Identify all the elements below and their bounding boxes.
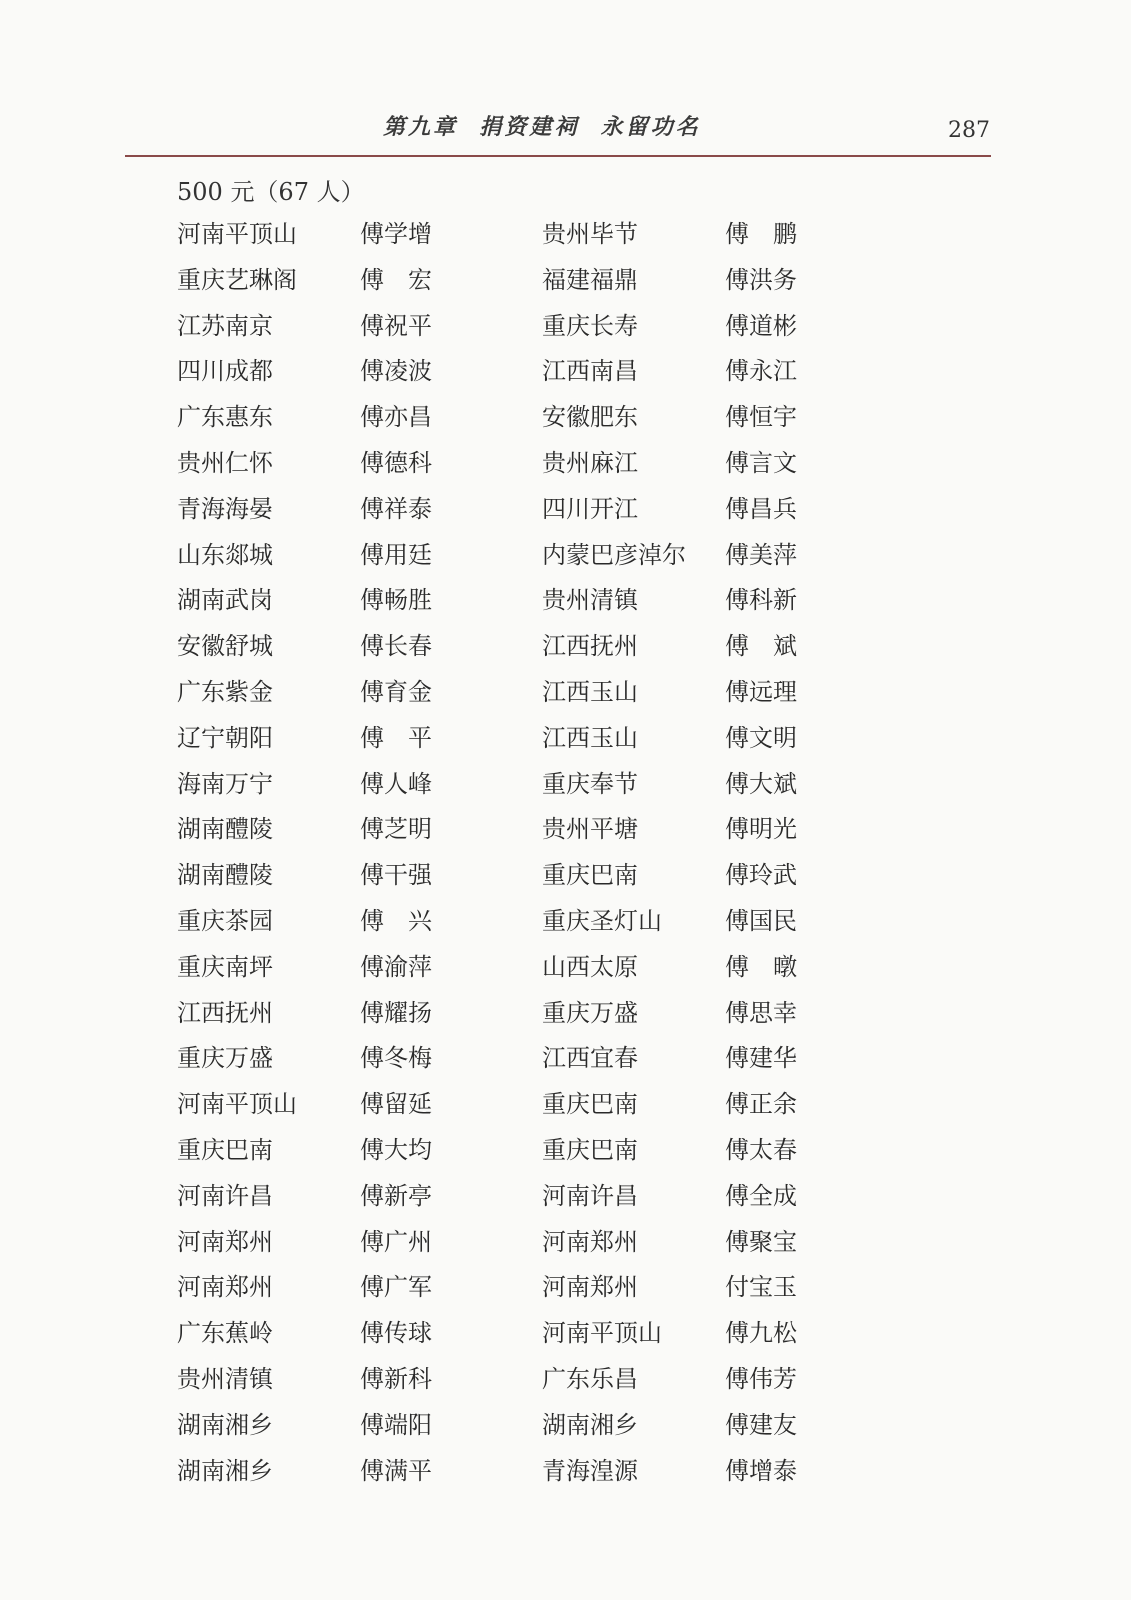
donor-name: 傅玲武 [725,861,797,890]
donor-name: 傅恒宇 [725,403,797,432]
donor-name: 傅大均 [360,1135,432,1164]
donor-name: 傅用廷 [360,540,432,569]
donor-location: 安徽肥东 [542,403,638,432]
table-row [177,1311,827,1357]
donor-location: 山西太原 [542,952,638,981]
donor-location: 河南平顶山 [177,220,297,248]
donor-location: 湖南醴陵 [177,861,273,890]
donor-location: 海南万宁 [177,769,273,798]
donor-name: 傅渝萍 [360,952,432,981]
donor-location: 四川开江 [542,494,638,523]
donor-location: 湖南湘乡 [177,1456,273,1485]
donor-name: 傅亦昌 [360,403,432,432]
donor-name: 傅端阳 [360,1410,432,1439]
donor-location: 安徽舒城 [177,632,273,661]
table-row [177,1403,827,1449]
donor-name: 傅全成 [725,1181,797,1210]
donor-location: 江西宜春 [542,1044,638,1073]
donor-name: 傅长春 [360,632,432,661]
donor-name: 傅明光 [725,815,797,844]
donor-name: 傅增泰 [725,1456,797,1485]
header-rule [125,155,991,157]
donor-location: 河南平顶山 [542,1319,662,1348]
donor-name: 傅建华 [725,1044,797,1073]
donor-name: 傅远理 [725,677,797,706]
donor-name: 傅永江 [725,357,797,386]
table-row [177,533,827,579]
donor-location: 辽宁朝阳 [177,723,273,752]
donor-location: 贵州仁怀 [177,448,273,477]
donor-location: 河南许昌 [542,1181,638,1210]
donor-name: 傅美萍 [725,540,797,569]
donor-location: 重庆巴南 [177,1135,273,1164]
table-row [177,624,827,670]
donor-name: 傅芝明 [360,815,432,844]
table-row [177,1174,827,1220]
donor-location: 广东蕉岭 [177,1319,273,1348]
table-row [177,1449,827,1495]
donor-name: 傅广军 [360,1273,432,1302]
donor-location: 重庆巴南 [542,1090,638,1119]
donor-location: 广东惠东 [177,403,273,432]
donor-location: 贵州平塘 [542,815,638,844]
donor-name: 傅 斌 [725,632,797,661]
donor-location: 重庆奉节 [542,769,638,798]
donor-name: 傅育金 [360,677,432,706]
donor-list [177,212,827,1494]
donor-name: 傅学增 [360,220,432,248]
donor-location: 内蒙巴彦淖尔 [542,540,686,569]
table-row [177,1357,827,1403]
donor-location: 重庆圣灯山 [542,906,662,935]
table-row [177,762,827,808]
donor-name: 傅人峰 [360,769,432,798]
donor-name: 傅传球 [360,1319,432,1348]
donor-location: 广东乐昌 [542,1364,638,1393]
donor-name: 傅祥泰 [360,494,432,523]
table-row [177,441,827,487]
donor-location: 重庆巴南 [542,1135,638,1164]
donor-name: 傅满平 [360,1456,432,1485]
donor-location: 湖南武岗 [177,586,273,615]
donor-location: 重庆茶园 [177,906,273,935]
donor-location: 河南郑州 [542,1227,638,1256]
table-row [177,1265,827,1311]
donor-name: 傅广州 [360,1227,432,1256]
donor-location: 福建福鼎 [542,265,638,294]
page-header [0,0,1131,160]
donor-location: 河南郑州 [177,1227,273,1256]
donor-name: 傅 兴 [360,906,432,935]
donor-location: 重庆万盛 [542,998,638,1027]
donor-name: 傅科新 [725,586,797,615]
table-row [177,258,827,304]
donor-location: 青海湟源 [542,1456,638,1485]
donor-location: 贵州麻江 [542,448,638,477]
donor-location: 四川成都 [177,357,273,386]
table-row [177,716,827,762]
donor-location: 青海海晏 [177,494,273,523]
donor-name: 傅 鹏 [725,220,797,248]
table-row [177,304,827,350]
table-row [177,1082,827,1128]
donor-location: 江西南昌 [542,357,638,386]
donor-location: 重庆艺琳阁 [177,265,297,294]
table-row [177,487,827,533]
table-row [177,1036,827,1082]
table-row [177,1128,827,1174]
table-row [177,807,827,853]
donor-name: 傅建友 [725,1410,797,1439]
donor-name: 傅文明 [725,723,797,752]
donor-location: 江西抚州 [177,998,273,1027]
table-row [177,578,827,624]
donor-name: 傅道彬 [725,311,797,340]
donor-name: 傅洪务 [725,265,797,294]
table-row [177,945,827,991]
donor-name: 傅 平 [360,723,432,752]
section-heading: 500 元（67 人） [177,178,365,206]
donor-name: 傅 暾 [725,952,797,981]
donor-name: 傅九松 [725,1319,797,1348]
donor-name: 傅新科 [360,1364,432,1393]
donor-name: 傅国民 [725,906,797,935]
donor-location: 湖南醴陵 [177,815,273,844]
donor-location: 河南许昌 [177,1181,273,1210]
donor-name: 傅新亭 [360,1181,432,1210]
donor-name: 傅凌波 [360,357,432,386]
donor-name: 傅昌兵 [725,494,797,523]
donor-location: 重庆南坪 [177,952,273,981]
donor-name: 傅德科 [360,448,432,477]
donor-location: 重庆长寿 [542,311,638,340]
donor-name: 傅思幸 [725,998,797,1027]
donor-name: 傅正余 [725,1090,797,1119]
donor-location: 贵州清镇 [177,1364,273,1393]
donor-location: 江苏南京 [177,311,273,340]
donor-location: 湖南湘乡 [542,1410,638,1439]
donor-name: 傅言文 [725,448,797,477]
page-number: 287 [948,118,990,143]
table-row [177,395,827,441]
table-row [177,899,827,945]
donor-location: 湖南湘乡 [177,1410,273,1439]
table-row [177,349,827,395]
donor-name: 傅干强 [360,861,432,890]
donor-name: 傅畅胜 [360,586,432,615]
table-row [177,991,827,1037]
donor-name: 傅太春 [725,1135,797,1164]
donor-location: 山东郯城 [177,540,273,569]
donor-name: 傅伟芳 [725,1364,797,1393]
donor-location: 重庆万盛 [177,1044,273,1073]
donor-location: 江西玉山 [542,677,638,706]
donor-location: 重庆巴南 [542,861,638,890]
donor-location: 河南平顶山 [177,1090,297,1119]
donor-name: 傅祝平 [360,311,432,340]
donor-location: 江西抚州 [542,632,638,661]
donor-name: 傅大斌 [725,769,797,798]
table-row [177,1220,827,1266]
donor-name: 傅 宏 [360,265,432,294]
donor-name: 傅冬梅 [360,1044,432,1073]
table-row [177,853,827,899]
table-row [177,670,827,716]
donor-location: 贵州毕节 [542,220,638,248]
donor-name: 傅留延 [360,1090,432,1119]
chapter-title: 第九章 捐资建祠 永留功名 [383,115,701,140]
table-row [177,212,827,258]
donor-location: 江西玉山 [542,723,638,752]
donor-location: 贵州清镇 [542,586,638,615]
donor-name: 付宝玉 [725,1273,797,1302]
donor-location: 河南郑州 [177,1273,273,1302]
donor-location: 河南郑州 [542,1273,638,1302]
donor-name: 傅聚宝 [725,1227,797,1256]
donor-name: 傅耀扬 [360,998,432,1027]
donor-location: 广东紫金 [177,677,273,706]
